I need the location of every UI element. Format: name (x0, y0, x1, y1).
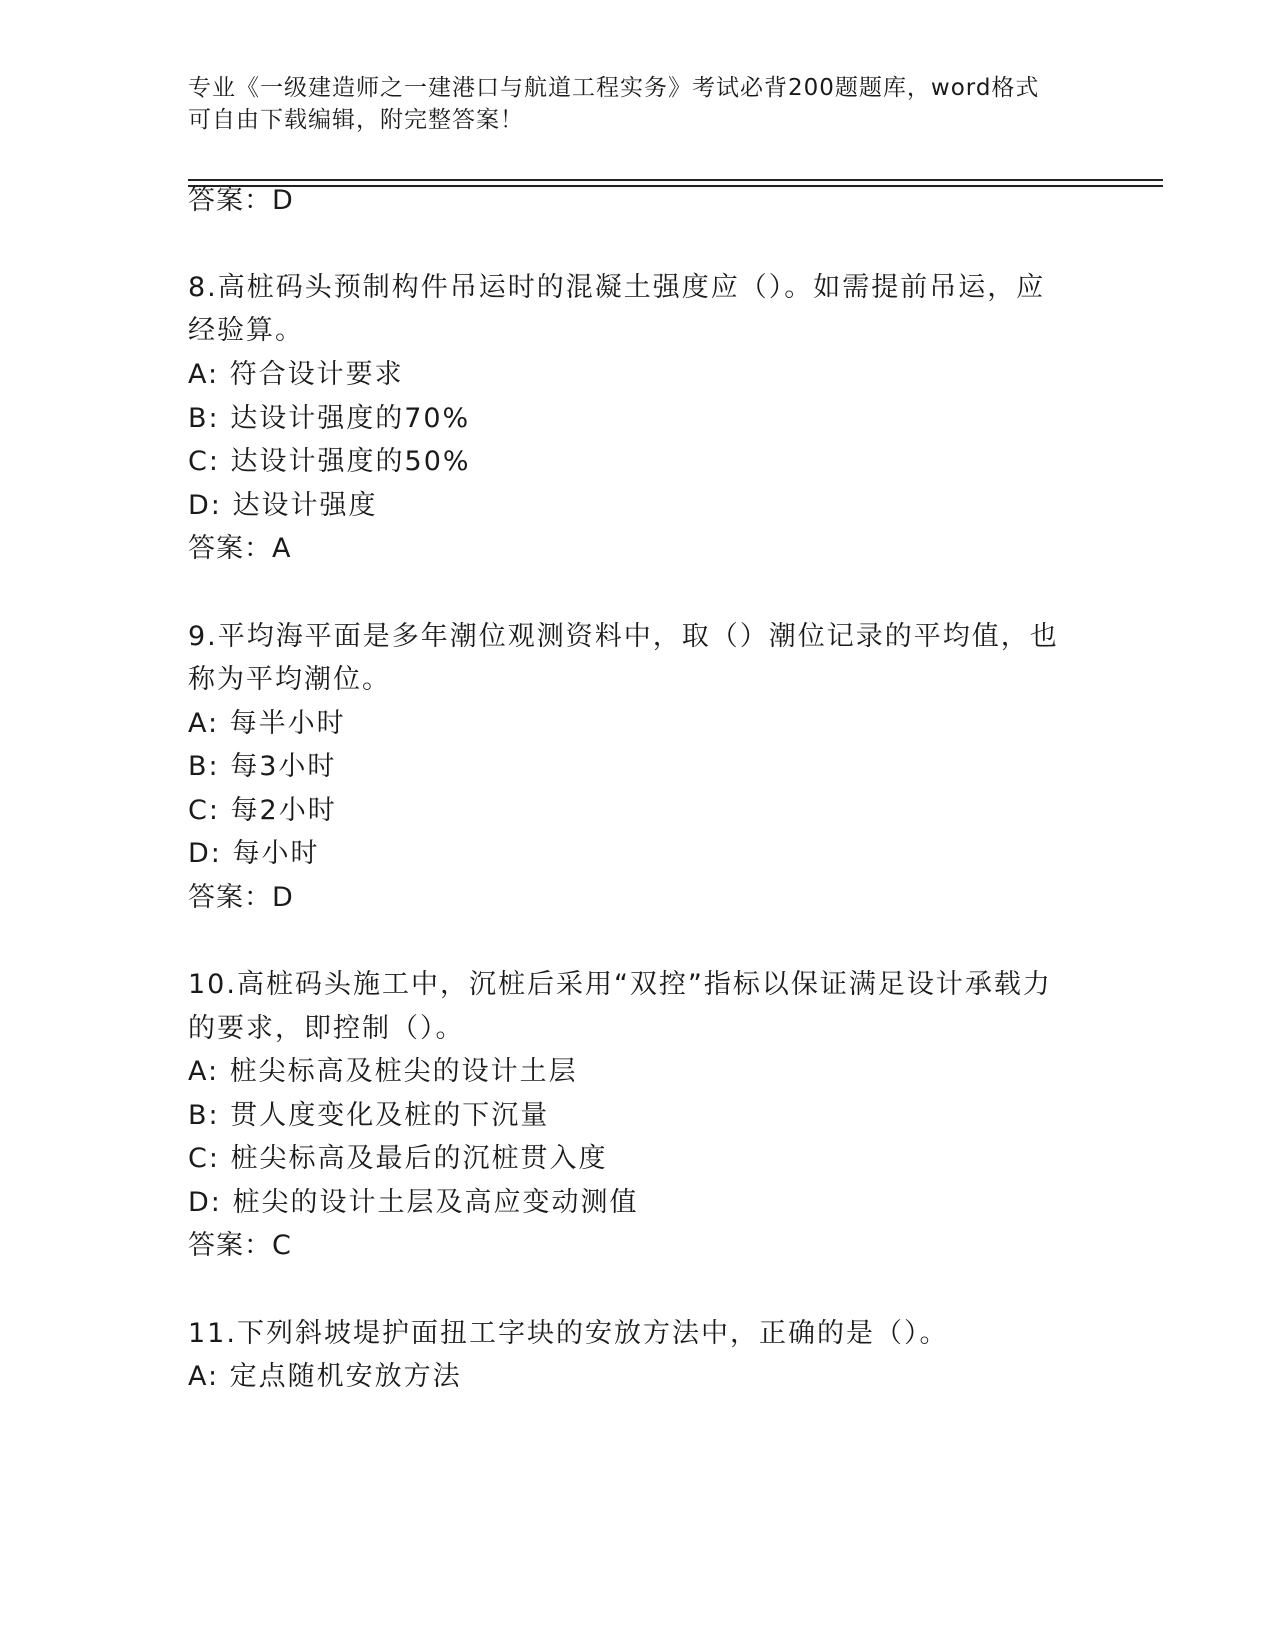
question-10-stem-line-2: 的要求，即控制（）。 (188, 1013, 465, 1044)
question-8-stem-line-1: 8.高桩码头预制构件吊运时的混凝土强度应（）。如需提前吊运，应 (188, 272, 1046, 303)
question-8-answer: 答案：A (188, 533, 292, 564)
question-9-option-a: A: 每半小时 (188, 708, 346, 739)
question-8-option-c: C: 达设计强度的50% (188, 446, 471, 477)
header-divider-top (188, 179, 1163, 181)
question-9-stem-line-1: 9.平均海平面是多年潮位观测资料中，取（）潮位记录的平均值，也 (188, 621, 1059, 652)
question-10-option-d: D: 桩尖的设计土层及高应变动测值 (188, 1187, 639, 1218)
question-10-answer: 答案：C (188, 1230, 292, 1261)
question-9-option-c: C: 每2小时 (188, 795, 337, 826)
question-8-option-d: D: 达设计强度 (188, 490, 378, 521)
question-11-stem-line-1: 11.下列斜坡堤护面扭工字块的安放方法中，正确的是（）。 (188, 1318, 949, 1349)
answer-previous: 答案：D (188, 185, 294, 216)
header-title-line-1: 专业《一级建造师之一建港口与航道工程实务》考试必背200题题库，word格式 (188, 75, 1040, 101)
question-9-answer: 答案：D (188, 882, 294, 913)
question-9-stem-line-2: 称为平均潮位。 (188, 664, 391, 695)
document-header (188, 72, 1088, 136)
question-8-option-b: B: 达设计强度的70% (188, 403, 471, 434)
question-8-stem-line-2: 经验算。 (188, 315, 304, 346)
header-divider-bottom (188, 185, 1163, 187)
question-11-option-a: A: 定点随机安放方法 (188, 1361, 462, 1392)
question-10-option-b: B: 贯人度变化及桩的下沉量 (188, 1100, 550, 1131)
question-9-option-b: B: 每3小时 (188, 751, 337, 782)
question-10-option-a: A: 桩尖标高及桩尖的设计土层 (188, 1056, 578, 1087)
question-10-option-c: C: 桩尖标高及最后的沉桩贯入度 (188, 1143, 608, 1174)
question-10-stem-line-1: 10.高桩码头施工中，沉桩后采用“双控”指标以保证满足设计承载力 (188, 969, 1052, 1000)
question-8-option-a: A: 符合设计要求 (188, 359, 404, 390)
header-title-line-2: 可自由下载编辑，附完整答案！ (188, 107, 524, 133)
question-9-option-d: D: 每小时 (188, 838, 320, 869)
